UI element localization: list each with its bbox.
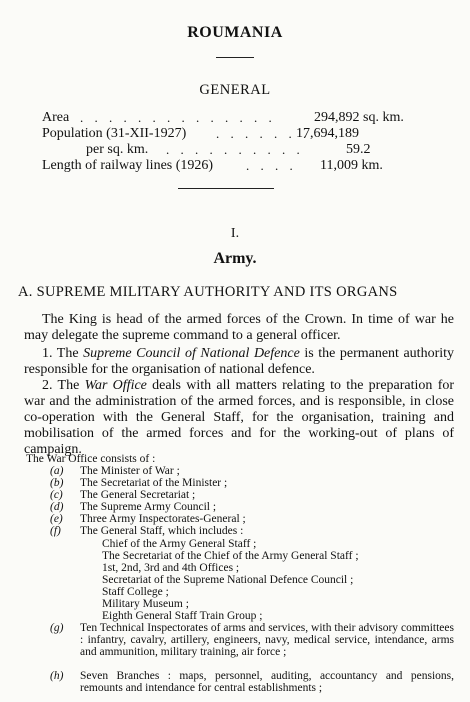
list-letter: (d) <box>50 501 64 513</box>
stat-label-density: per sq. km. <box>86 142 149 157</box>
paragraph-number: 2. <box>42 378 53 393</box>
list-item: The General Staff, which includes : <box>80 525 244 537</box>
paragraph-text <box>24 378 454 458</box>
staff-item: 1st, 2nd, 3rd and 4th Offices ; <box>102 562 240 574</box>
stat-value-density: 59.2 <box>346 142 371 157</box>
paragraph-number: 1. <box>42 346 53 361</box>
stat-label-area: Area <box>42 110 70 125</box>
stat-value-population: 17,694,189 <box>296 126 359 141</box>
list-letter: (h) <box>50 670 64 682</box>
paragraph-war-office <box>24 378 454 458</box>
staff-item: Eighth General Staff Train Group ; <box>102 610 263 622</box>
staff-item: The Secretariat of the Chief of the Army General Staff ; <box>102 550 359 562</box>
war-office-intro: The War Office consists of : <box>26 453 156 465</box>
emphasis-term: War Office <box>84 378 147 393</box>
staff-item: Military Museum ; <box>102 598 189 610</box>
list-letter: (a) <box>50 465 64 477</box>
stat-label-railway: Length of railway lines (1926) <box>42 158 214 173</box>
list-item: The Secretariat of the Minister ; <box>80 477 228 489</box>
title-rule <box>216 57 254 58</box>
stat-label-population: Population (31-XII-1927) <box>42 126 187 141</box>
page-title: ROUMANIA <box>187 24 283 41</box>
leader-dots: . . . . . . . . . . <box>166 142 304 157</box>
paragraph-text: The King is head of the armed forces of the Crown. In time of war he may delegate the supreme command to a general officer. <box>24 312 454 343</box>
paragraph-article: The <box>56 346 79 361</box>
staff-item: Chief of the Army General Staff ; <box>102 538 257 550</box>
paragraph-text <box>24 346 454 378</box>
staff-item: Staff College ; <box>102 586 169 598</box>
list-item: Three Army Inspectorates-General ; <box>80 513 246 525</box>
list-item: The Minister of War ; <box>80 465 180 477</box>
section-rule <box>178 188 274 189</box>
paragraph-king <box>24 312 454 344</box>
leader-dots: . . . . <box>246 158 297 173</box>
paragraph-body: is the permanent authority responsible for the organisation of national defence. <box>24 346 455 377</box>
stat-value-area: 294,892 sq. km. <box>314 110 404 125</box>
leader-dots: . . . . . . . <box>216 126 311 141</box>
paragraph-body: deals with all matters relating to the preparation for war and the administration of the armed forces, and is responsible, in close co-operation with the General Staff, for the organisation, training and mobilisation of the armed forces and for the working-out of plans of campaign. <box>24 378 455 457</box>
list-letter: (g) <box>50 622 64 634</box>
staff-item: Secretariat of the Supreme National Defence Council ; <box>102 574 354 586</box>
list-item-inspectorates: Ten Technical Inspectorates of arms and services, with their advisory committees : infantry, cavalry, artillery, engineers, navy, medical service, intendance, arms and ammunition, military training, air force ; <box>80 622 454 658</box>
list-letter: (c) <box>50 489 63 501</box>
paragraph-council <box>24 346 454 378</box>
leader-dots: . . . . . . . . . . . . . . <box>80 110 276 125</box>
list-item: The General Secretariat ; <box>80 489 196 501</box>
list-item-branches: Seven Branches : maps, personnel, auditing, accountancy and pensions, remounts and intendance for central establishments ; <box>80 670 454 694</box>
list-letter: (e) <box>50 513 63 525</box>
list-letter: (b) <box>50 477 64 489</box>
list-letter: (f) <box>50 525 61 537</box>
chapter-number: I. <box>230 226 240 241</box>
section-heading: A. SUPREME MILITARY AUTHORITY AND ITS ORGANS <box>18 284 398 300</box>
emphasis-term: Supreme Council of National Defence <box>83 346 300 361</box>
paragraph-article: The <box>57 378 80 393</box>
chapter-title: Army. <box>213 250 257 267</box>
list-item: The Supreme Army Council ; <box>80 501 217 513</box>
general-heading: GENERAL <box>199 82 271 98</box>
stat-value-railway: 11,009 km. <box>320 158 383 173</box>
